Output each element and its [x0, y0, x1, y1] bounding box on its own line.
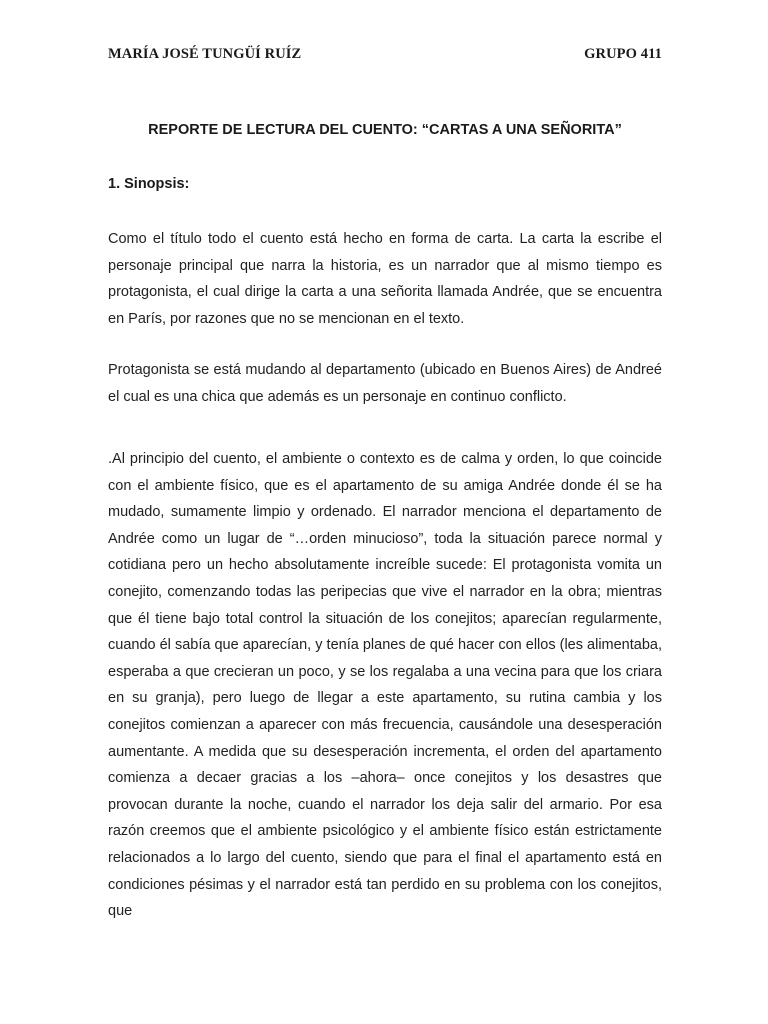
section-heading: 1. Sinopsis:	[108, 176, 190, 192]
document-title: REPORTE DE LECTURA DEL CUENTO: “CARTAS A UNA SEÑORITA”	[148, 122, 622, 138]
author-name: MARÍA JOSÉ TUNGÜÍ RUÍZ	[108, 46, 302, 62]
page-header	[108, 46, 662, 63]
paragraph-1: Como el título todo el cuento está hecho en forma de carta. La carta la escribe el personaje principal que narra la historia, es un narrador que al mismo tiempo es protagonista, el cual dirige la carta a una señorita llamada Andrée, que se encuentra en París, por razones que no se mencionan en el texto.	[108, 231, 662, 327]
paragraph-3: .Al principio del cuento, el ambiente o contexto es de calma y orden, lo que coincide con el ambiente físico, que es el apartamento de su amiga Andrée donde él se ha mudado, sumamente limpio y ordenado. El narrador menciona el departamento de Andrée como un lugar de “…orden minucioso”, toda la situación parece normal y cotidiana pero un hecho absolutamente increíble sucede: El protagonista vomita un conejito, comenzando todas las peripecias que vive el narrador en la obra; mientras que él tiene bajo total control la situación de los conejitos; aparecían regularmente, cuando él sabía que aparecían, y tenía planes de qué hacer con ellos (les alimentaba, esperaba a que crecieran un poco, y se los regalaba a una vecina para que los criara en su granja), pero luego de llegar a este apartamento, su rutina cambia y los conejitos comienzan a aparecer con más frecuencia, causándole una desesperación aumentante. A medida que su desesperación incrementa, el orden del apartamento comienza a decaer gracias a los –ahora– once conejitos y los desastres que provocan durante la noche, cuando el narrador los deja salir del armario. Por esa razón creemos que el ambiente psicológico y el ambiente físico están estrictamente relacionados a lo largo del cuento, siendo que para el final el apartamento está en condiciones pésimas y el narrador está tan perdido en su problema con los conejitos, que	[108, 451, 662, 920]
paragraph-2: Protagonista se está mudando al departamento (ubicado en Buenos Aires) de Andreé el cual es una chica que además es un personaje en continuo conflicto.	[108, 362, 662, 405]
group-label: GRUPO 411	[584, 46, 662, 62]
